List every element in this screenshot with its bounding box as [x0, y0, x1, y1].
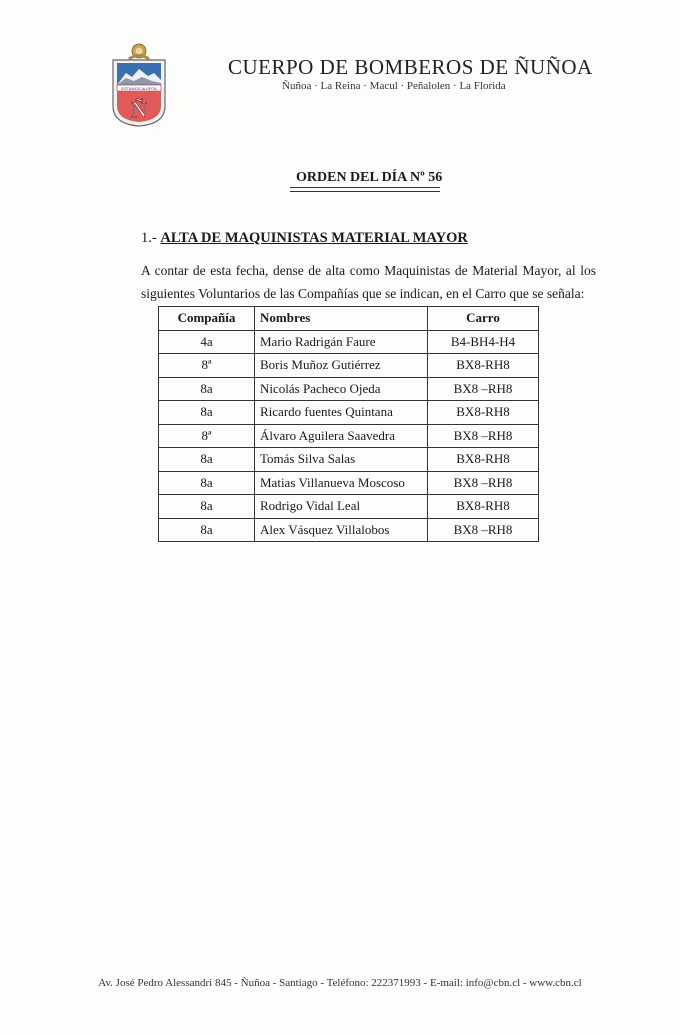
table-row: [159, 448, 539, 472]
table-row: [159, 495, 539, 519]
cell-vehicle: BX8-RH8: [428, 495, 539, 519]
cell-vehicle: BX8 –RH8: [428, 471, 539, 495]
table-row: [159, 401, 539, 425]
cell-company: 8a: [159, 495, 255, 519]
section-intro-paragraph: A contar de esta fecha, dense de alta como Maquinistas de Material Mayor, al los siguientes Voluntarios de las Compañías que se indican, en el Carro que se señala:: [141, 263, 596, 301]
fire-department-crest-logo: [108, 40, 170, 128]
column-header-company: Compañía: [159, 307, 255, 331]
cell-name: Álvaro Aguilera Saavedra: [255, 424, 428, 448]
table-row: [159, 471, 539, 495]
table-header-row: [159, 307, 539, 331]
column-header-names: Nombres: [255, 307, 428, 331]
machinists-table: [158, 306, 539, 542]
cell-company: 8a: [159, 377, 255, 401]
communes-subtitle: Ñuñoa · La Reina · Macul · Peñalolen · La Florida: [282, 80, 506, 92]
order-title-double-rule: [290, 187, 440, 192]
svg-text:Ñ: Ñ: [131, 97, 147, 122]
cell-vehicle: BX8 –RH8: [428, 518, 539, 542]
cell-vehicle: BX8 –RH8: [428, 377, 539, 401]
table-row: [159, 330, 539, 354]
cell-company: 8a: [159, 518, 255, 542]
cell-name: Ricardo fuentes Quintana: [255, 401, 428, 425]
section-number: 1.-: [141, 230, 157, 246]
table-row: [159, 377, 539, 401]
cell-company: 8ª: [159, 354, 255, 378]
cell-vehicle: BX8-RH8: [428, 401, 539, 425]
section-heading: [141, 230, 468, 247]
order-title: ORDEN DEL DÍA Nº 56: [296, 170, 443, 185]
cell-company: 8ª: [159, 424, 255, 448]
table-row: [159, 518, 539, 542]
cell-vehicle: BX8-RH8: [428, 354, 539, 378]
cell-vehicle: BX8-RH8: [428, 448, 539, 472]
svg-text:ESTAMOS ALERTA: ESTAMOS ALERTA: [121, 85, 157, 91]
cell-name: Boris Muñoz Gutiérrez: [255, 354, 428, 378]
column-header-vehicle: Carro: [428, 307, 539, 331]
cell-name: Nicolás Pacheco Ojeda: [255, 377, 428, 401]
cell-company: 8a: [159, 471, 255, 495]
cell-company: 4a: [159, 330, 255, 354]
cell-company: 8a: [159, 448, 255, 472]
cell-name: Tomás Silva Salas: [255, 448, 428, 472]
footer-contact-info: Av. José Pedro Alessandri 845 - Ñuñoa - Santiago - Teléfono: 222371993 - E-mail: info@cbn.cl - www.cbn.cl: [98, 977, 582, 989]
table-row: [159, 354, 539, 378]
section-title: ALTA DE MAQUINISTAS MATERIAL MAYOR: [160, 230, 468, 246]
cell-company: 8a: [159, 401, 255, 425]
cell-vehicle: B4-BH4-H4: [428, 330, 539, 354]
cell-vehicle: BX8 –RH8: [428, 424, 539, 448]
cell-name: Alex Vásquez Villalobos: [255, 518, 428, 542]
cell-name: Rodrigo Vidal Leal: [255, 495, 428, 519]
table-row: [159, 424, 539, 448]
cell-name: Mario Radrigán Faure: [255, 330, 428, 354]
organization-name: CUERPO DE BOMBEROS DE ÑUÑOA: [228, 55, 593, 79]
cell-name: Matias Villanueva Moscoso: [255, 471, 428, 495]
